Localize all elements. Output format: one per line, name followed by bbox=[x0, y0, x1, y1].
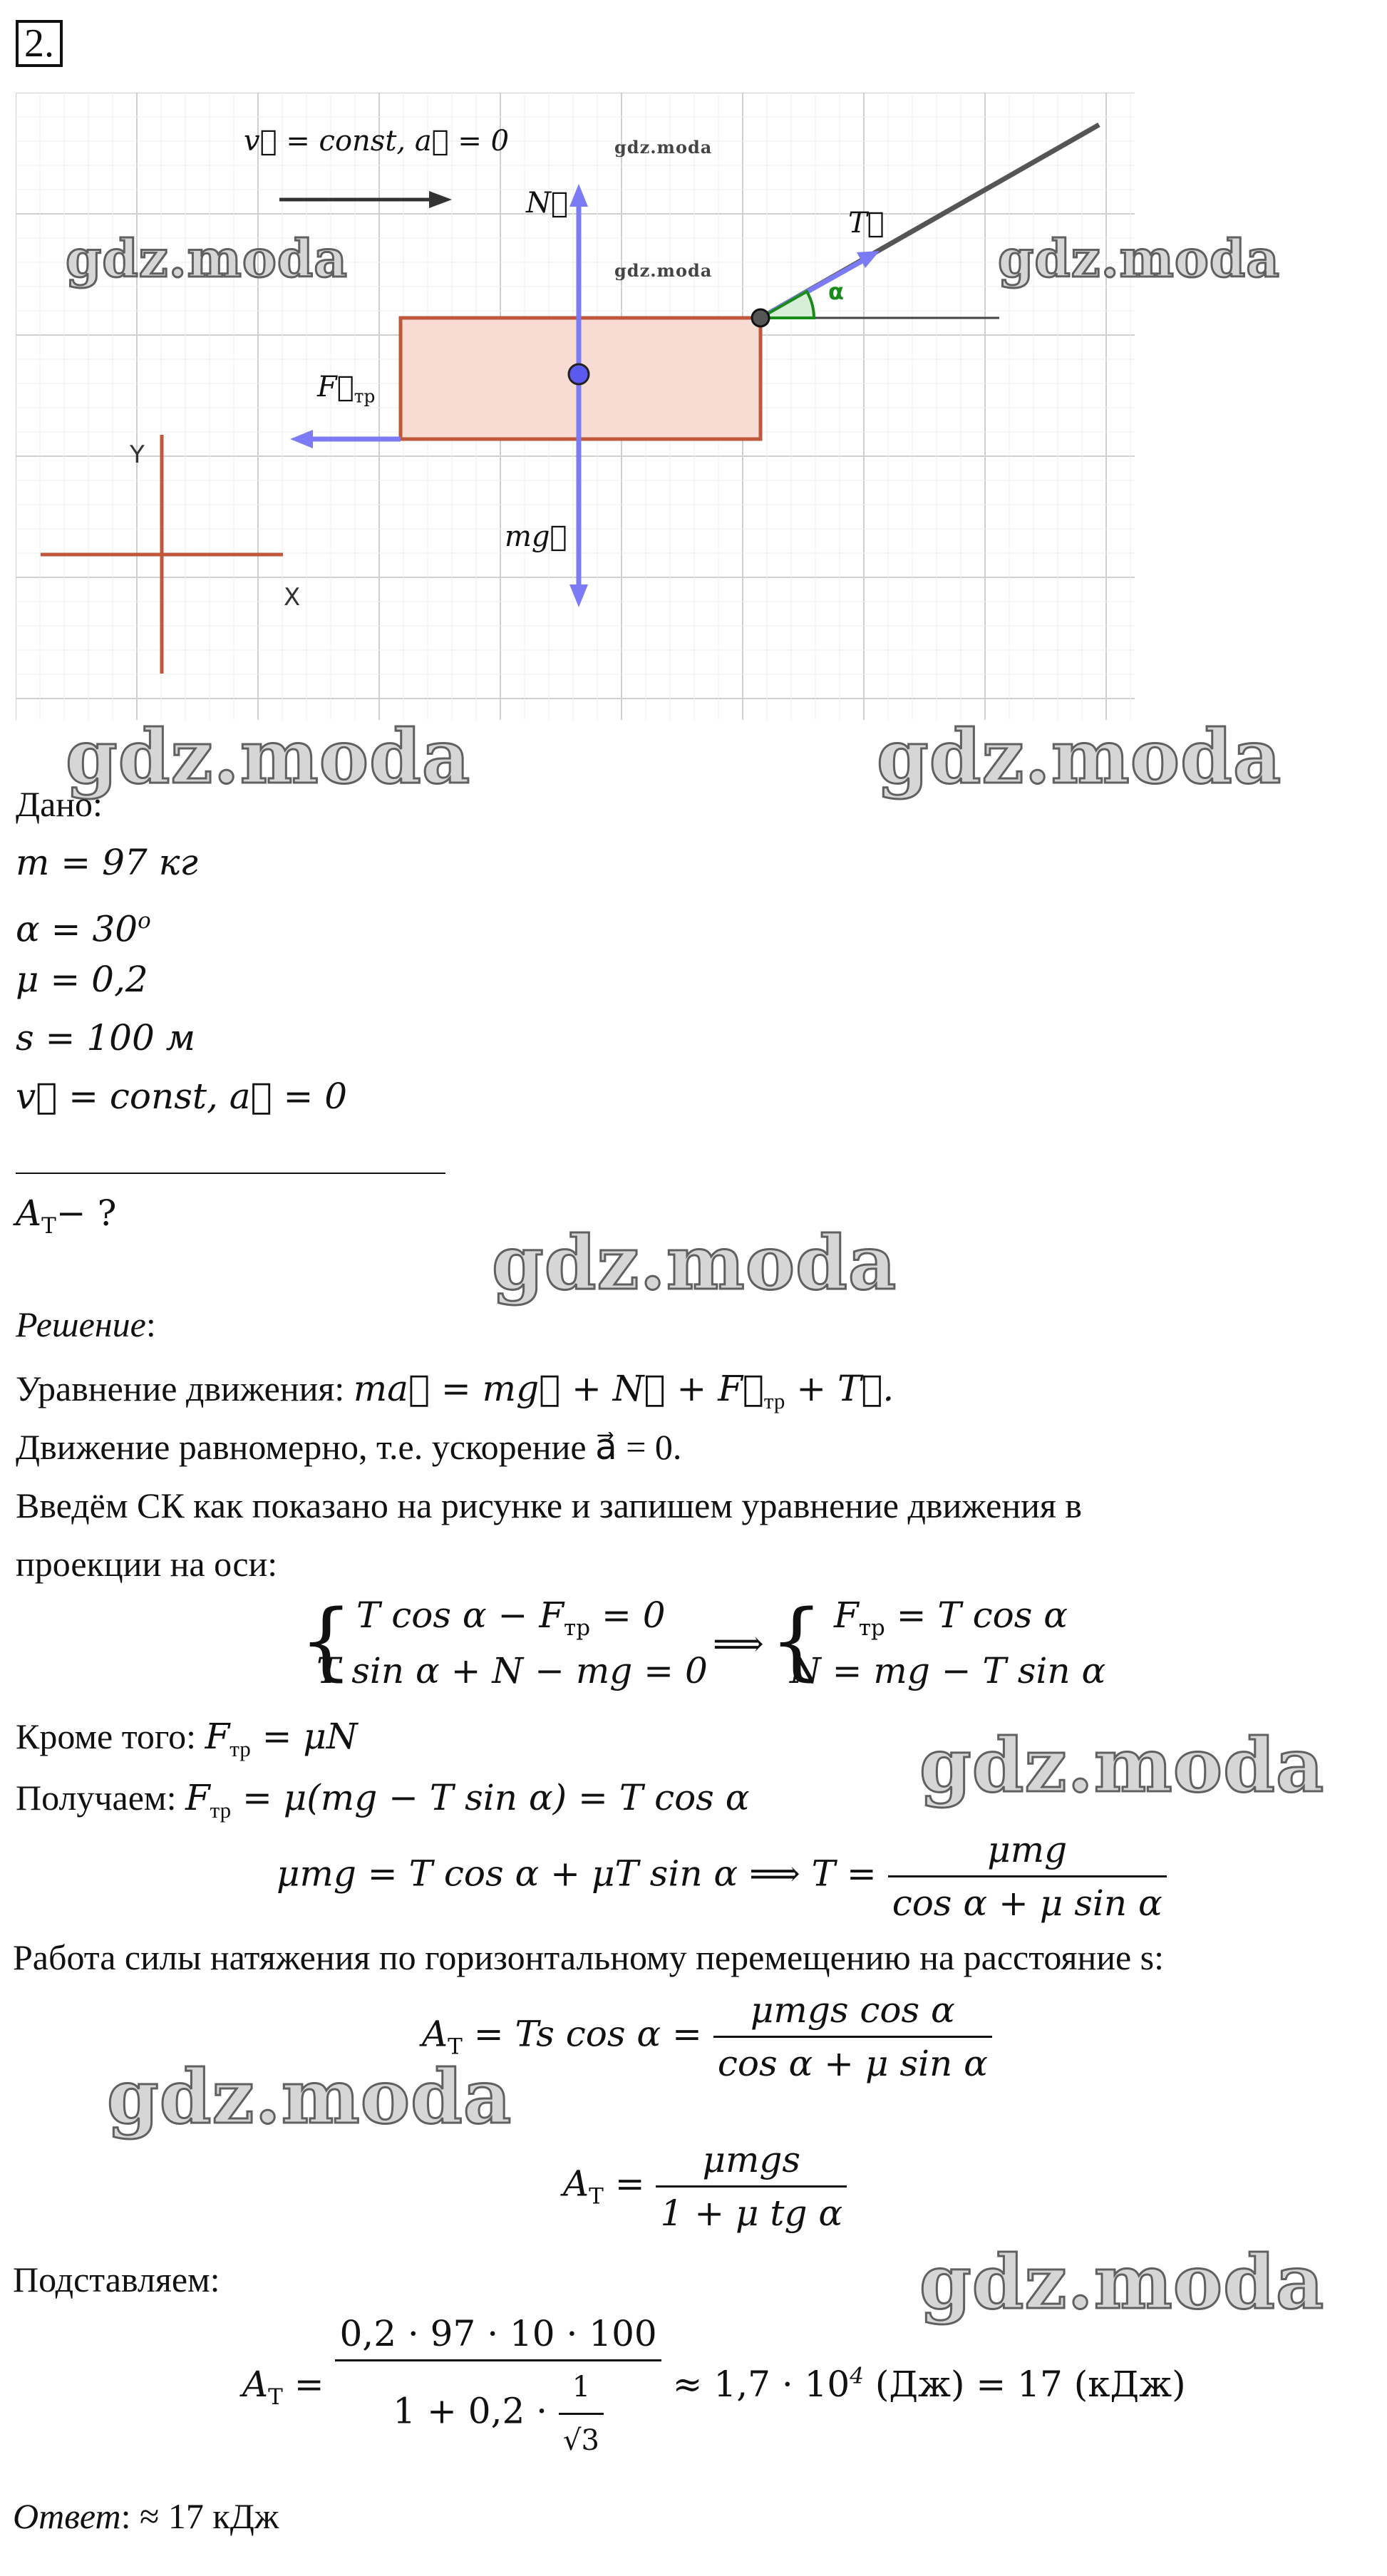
tension-numerator: μmg bbox=[888, 1828, 1167, 1877]
work1-denominator: cos α + μ sin α bbox=[717, 2043, 988, 2084]
work-formula-3 bbox=[242, 2312, 1186, 2462]
obtain-sub: тр bbox=[210, 1797, 232, 1823]
answer-label: Ответ bbox=[13, 2496, 121, 2536]
given-friction-coefficient: μ = 0,2 bbox=[16, 959, 148, 1000]
watermark-2: gdz.moda bbox=[998, 228, 1280, 289]
tension-fraction bbox=[888, 1828, 1167, 1925]
given-angle-degree: o bbox=[138, 908, 151, 934]
work2-sub: T bbox=[589, 2183, 604, 2210]
find-main: A bbox=[16, 1192, 42, 1234]
work2-denominator: 1 + μ tg α bbox=[660, 2193, 843, 2234]
motion-equation-sub: тр bbox=[763, 1388, 785, 1413]
solution-title bbox=[16, 1303, 156, 1346]
rope-attachment-point bbox=[752, 309, 769, 326]
friction-head bbox=[290, 430, 313, 448]
sys2-a-sub: тр bbox=[858, 1614, 885, 1641]
given-distance: s = 100 м bbox=[16, 1017, 196, 1058]
besides-label: Кроме того: bbox=[16, 1716, 205, 1756]
task-number: 2. bbox=[16, 20, 63, 67]
given-motion: v⃗ = const, a⃗ = 0 bbox=[16, 1076, 348, 1117]
answer-line bbox=[13, 2495, 279, 2538]
gravity-head bbox=[569, 584, 588, 607]
find-sub: T bbox=[41, 1212, 56, 1239]
x-axis-label: X bbox=[284, 583, 301, 612]
angle-label: α bbox=[828, 278, 844, 305]
substitute-line: Подставляем: bbox=[13, 2260, 220, 2299]
tension-formula bbox=[277, 1828, 1167, 1925]
work-formula-2 bbox=[563, 2138, 847, 2235]
tension-denominator: cos α + μ sin α bbox=[892, 1882, 1162, 1924]
normal-force-label: N⃗ bbox=[526, 187, 569, 220]
work1-sub: T bbox=[448, 2034, 463, 2060]
work3-inner-denominator: √3 bbox=[562, 2424, 599, 2457]
intro-line-2: проекции на оси: bbox=[16, 1544, 278, 1584]
given-angle bbox=[16, 900, 151, 951]
sys1-a: T cos α − F bbox=[356, 1594, 564, 1636]
force-diagram bbox=[16, 93, 1135, 720]
given-angle-value: α = 30 bbox=[16, 908, 138, 950]
given-divider bbox=[16, 1173, 445, 1174]
system-brace-right: { bbox=[770, 1591, 824, 1689]
work3-denominator-a: 1 + 0,2 · bbox=[393, 2390, 559, 2432]
watermark-6: gdz.moda bbox=[919, 1721, 1325, 1809]
friction-label-main: F⃗ bbox=[317, 371, 354, 403]
obtain-label: Получаем: bbox=[16, 1778, 185, 1818]
motion-label: v⃗ = const, a⃗ = 0 bbox=[244, 125, 510, 158]
system-left-line-1 bbox=[356, 1594, 666, 1649]
gravity-label: mg⃗ bbox=[505, 520, 567, 553]
system-left-line-2: T sin α + N − mg = 0 bbox=[316, 1650, 708, 1691]
work3-denominator bbox=[335, 2361, 661, 2462]
solution-title-colon: : bbox=[145, 1304, 156, 1344]
work3-inner-fraction bbox=[559, 2366, 604, 2462]
work1-numerator: μmgs cos α bbox=[713, 1989, 992, 2038]
work2-A: A bbox=[563, 2163, 589, 2205]
tension-label: T⃗ bbox=[848, 207, 885, 239]
work2-fraction bbox=[656, 2138, 847, 2235]
motion-equation: ma⃗ = mg⃗ + N⃗ + F⃗ bbox=[353, 1368, 764, 1409]
center-of-mass-point bbox=[569, 364, 589, 384]
motion-arrow-head bbox=[429, 191, 452, 208]
besides-line bbox=[16, 1715, 358, 1771]
motion-equation-end: + T⃗. bbox=[785, 1368, 894, 1409]
watermark-1: gdz.moda bbox=[66, 228, 348, 289]
work1-mid: = Ts cos α = bbox=[462, 2013, 713, 2055]
work3-result-end: (Дж) = 17 (кДж) bbox=[863, 2364, 1186, 2405]
implies-arrow: ⟹ bbox=[713, 1623, 764, 1664]
sys1-a-end: = 0 bbox=[590, 1594, 666, 1636]
intro-line-1: Введём СК как показано на рисунке и запишем уравнение движения в bbox=[16, 1485, 1082, 1525]
answer-value: : ≈ 17 кДж bbox=[120, 2496, 279, 2536]
watermark-small-1: gdz.moda bbox=[614, 137, 713, 158]
given-title: Дано: bbox=[16, 784, 103, 824]
work-description: Работа силы натяжения по горизонтальному перемещению на расстояние s: bbox=[13, 1937, 1165, 1977]
system-right-line-1 bbox=[834, 1594, 1068, 1649]
work3-numerator: 0,2 · 97 · 10 · 100 bbox=[335, 2312, 661, 2361]
sys2-a-end: = T cos α bbox=[885, 1594, 1068, 1636]
work2-numerator: μmgs bbox=[656, 2138, 847, 2188]
y-axis-label: Y bbox=[130, 441, 145, 469]
motion-equation-label: Уравнение движения: bbox=[16, 1369, 354, 1408]
find-rest: − ? bbox=[56, 1192, 117, 1234]
work1-A: A bbox=[422, 2013, 448, 2055]
work3-result-exp: 4 bbox=[850, 2363, 864, 2389]
watermark-5: gdz.moda bbox=[492, 1219, 897, 1307]
friction-label bbox=[317, 371, 375, 407]
work1-fraction bbox=[713, 1989, 992, 2085]
sys2-a: F bbox=[834, 1594, 859, 1636]
uniform-motion-line: Движение равномерно, т.е. ускорение a⃗ = 0. bbox=[16, 1427, 682, 1467]
motion-equation-line bbox=[16, 1367, 894, 1423]
work3-A: A bbox=[242, 2364, 269, 2405]
obtain-main: F bbox=[185, 1777, 210, 1818]
work3-result: ≈ 1,7 · 10 bbox=[661, 2364, 850, 2405]
given-mass: m = 97 кг bbox=[16, 842, 198, 883]
besides-sub: тр bbox=[230, 1736, 251, 1761]
watermark-7: gdz.moda bbox=[107, 2053, 512, 2140]
tension-formula-left: μmg = T cos α + μT sin α ⟹ T = bbox=[277, 1853, 888, 1895]
watermark-3: gdz.moda bbox=[66, 713, 471, 800]
besides-main: F bbox=[205, 1716, 230, 1757]
watermark-8: gdz.moda bbox=[919, 2238, 1325, 2326]
obtain-end: = μ(mg − T sin α) = T cos α bbox=[231, 1777, 750, 1818]
work-formula-1 bbox=[422, 1989, 992, 2085]
work3-inner-numerator: 1 bbox=[559, 2366, 604, 2415]
work2-eq: = bbox=[603, 2163, 656, 2205]
work3-fraction bbox=[335, 2312, 661, 2462]
sys1-a-sub: тр bbox=[564, 1614, 591, 1641]
system-brace-left: { bbox=[299, 1591, 354, 1689]
friction-label-sub: тр bbox=[354, 386, 376, 407]
normal-force-head bbox=[569, 184, 588, 207]
system-right-line-2: N = mg − T sin α bbox=[790, 1650, 1106, 1691]
watermark-small-2: gdz.moda bbox=[614, 260, 713, 281]
find-quantity bbox=[16, 1192, 116, 1247]
watermark-4: gdz.moda bbox=[877, 713, 1282, 800]
work3-sub: T bbox=[268, 2384, 283, 2410]
solution-title-text: Решение bbox=[16, 1304, 146, 1344]
besides-end: = μN bbox=[250, 1716, 358, 1757]
obtain-line bbox=[16, 1776, 750, 1832]
work3-eq: = bbox=[282, 2364, 336, 2405]
